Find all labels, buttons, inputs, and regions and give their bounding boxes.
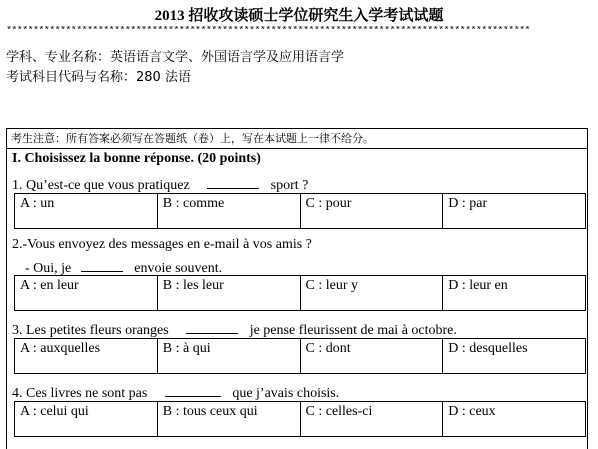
question-2-text-a: - Oui, je bbox=[25, 261, 72, 276]
question-box bbox=[6, 128, 588, 449]
question-1-text-a: 1. Qu’est-ce que vous pratiquez bbox=[12, 178, 190, 193]
question-4-stem bbox=[12, 382, 339, 402]
option-c: C : dont bbox=[301, 339, 444, 373]
option-a: A : en leur bbox=[15, 276, 158, 310]
answer-blank bbox=[186, 319, 238, 334]
subject-line: 学科、专业名称：英语语言文学、外国语言学及应用语言学 bbox=[6, 50, 345, 65]
exam-title: 2013 招收攻读硕士学位研究生入学考试试题 bbox=[154, 8, 444, 24]
option-c: C : pour bbox=[301, 194, 444, 228]
question-2-stem: 2.-Vous envoyez des messages en e-mail à vos amis ? bbox=[12, 237, 312, 252]
question-2-line2 bbox=[25, 257, 222, 277]
option-d: D : ceux bbox=[448, 404, 496, 419]
question-4-text-b: que j’avais choisis. bbox=[232, 386, 340, 401]
question-1-stem bbox=[12, 174, 308, 194]
option-b: B : comme bbox=[158, 194, 301, 228]
section-title: I. Choisissez la bonne réponse. (20 points) bbox=[12, 151, 261, 166]
option-b: B : tous ceux qui bbox=[158, 402, 301, 436]
question-4-options bbox=[14, 401, 586, 437]
question-2-options bbox=[14, 275, 586, 311]
answer-blank bbox=[207, 174, 259, 189]
option-c: C : celles-ci bbox=[301, 402, 444, 436]
star-divider: ************************************************************************************************* bbox=[6, 26, 530, 37]
question-1-text-b: sport ? bbox=[270, 178, 309, 193]
exam-code-line: 考试科目代码与名称：280 法语 bbox=[6, 70, 191, 85]
question-4-text-a: 4. Ces livres ne sont pas bbox=[12, 386, 148, 401]
candidate-notice: 考生注意：所有答案必须写在答题纸（卷）上，写在本试题上一律不给分。 bbox=[7, 129, 587, 149]
option-d: D : desquelles bbox=[448, 341, 528, 356]
question-1-options bbox=[14, 193, 586, 229]
answer-blank bbox=[165, 382, 221, 397]
option-b: B : à qui bbox=[158, 339, 301, 373]
option-d: D : par bbox=[448, 196, 488, 211]
question-3-text-a: 3. Les petites fleurs oranges bbox=[12, 323, 169, 338]
question-3-stem bbox=[12, 319, 457, 339]
option-a: A : celui qui bbox=[15, 402, 158, 436]
option-a: A : auxquelles bbox=[15, 339, 158, 373]
option-d: D : leur en bbox=[448, 278, 508, 293]
option-a: A : un bbox=[15, 194, 158, 228]
option-b: B : les leur bbox=[158, 276, 301, 310]
option-c: C : leur y bbox=[301, 276, 444, 310]
question-3-options bbox=[14, 338, 586, 374]
question-3-text-b: je pense fleurissent de mai à octobre. bbox=[249, 323, 457, 338]
question-2-text-b: envoie souvent. bbox=[134, 261, 223, 276]
answer-blank bbox=[81, 257, 123, 272]
